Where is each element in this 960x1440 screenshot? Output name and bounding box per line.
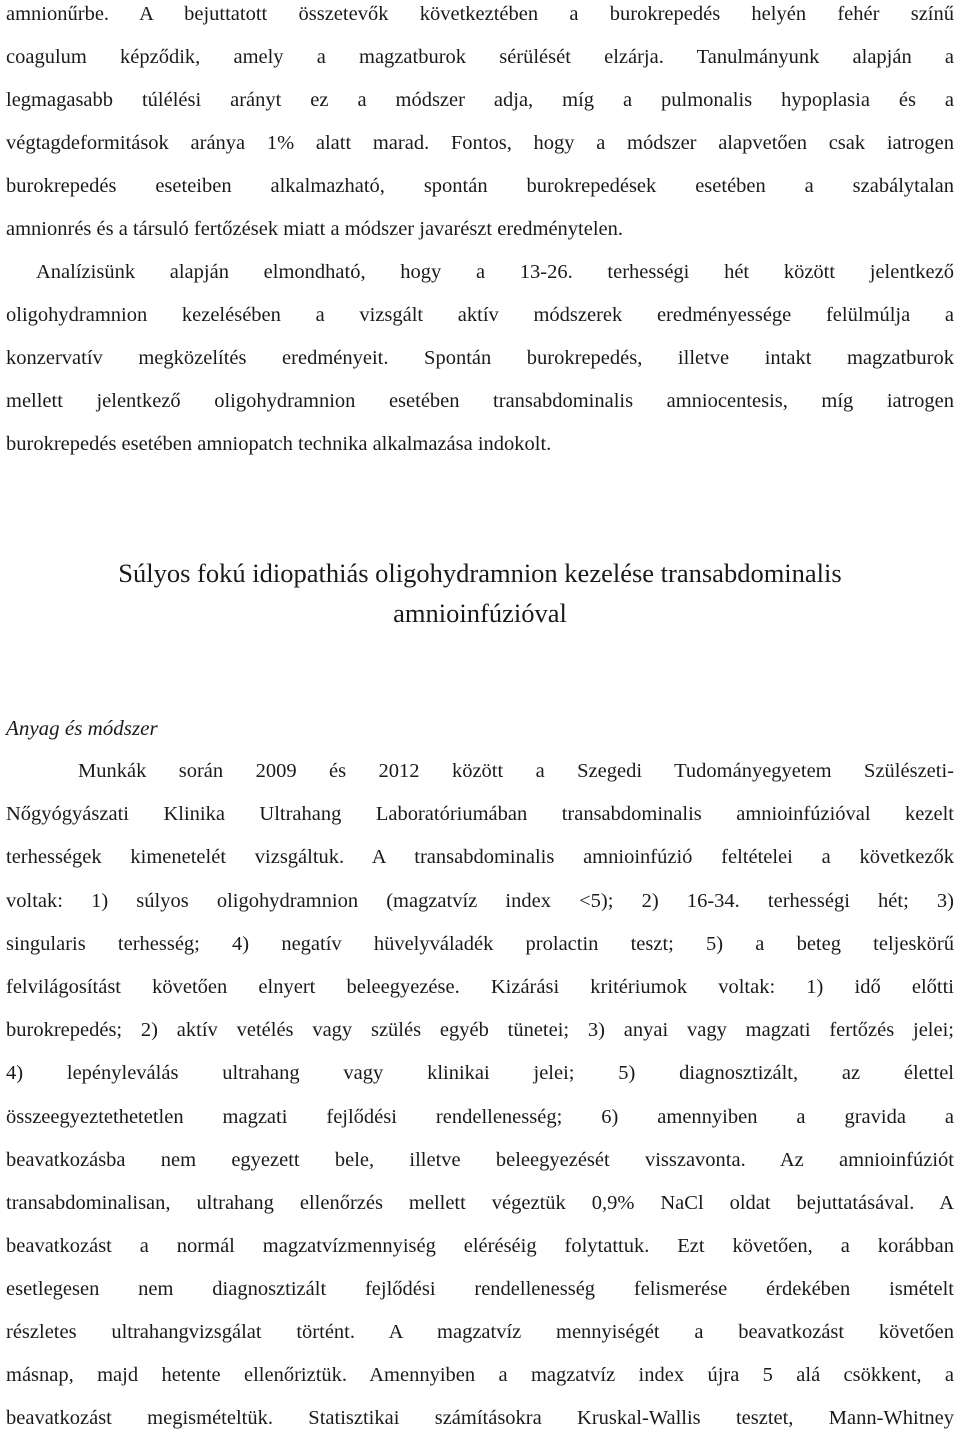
- section-title: amnioinfúzióval: [393, 598, 567, 628]
- paragraph-line: 4) lepényleválás ultrahang vagy klinikai jelei; 5) diagnosztizált, az élettel: [6, 1062, 954, 1084]
- paragraph-line: beavatkozást a normál magzatvízmennyiség eléréséig folytattuk. Ezt követően, a korábban: [6, 1235, 954, 1257]
- paragraph-line: burokrepedés esetében amniopatch technika alkalmazása indokolt.: [6, 433, 552, 455]
- paragraph-line: részletes ultrahangvizsgálat történt. A magzatvíz mennyiségét a beavatkozást követően: [6, 1321, 954, 1343]
- section-title: Súlyos fokú idiopathiás oligohydramnion kezelése transabdominalis: [118, 558, 842, 588]
- paragraph-line: transabdominalisan, ultrahang ellenőrzés mellett végeztük 0,9% NaCl oldat bejuttatásával. A: [6, 1192, 954, 1214]
- paragraph-line: mellett jelentkező oligohydramnion esetében transabdominalis amniocentesis, míg iatrogen: [6, 390, 954, 412]
- paragraph-line: burokrepedés; 2) aktív vetélés vagy szülés egyéb tünetei; 3) anyai vagy magzati fertőzés jelei;: [6, 1019, 954, 1041]
- paragraph-line: coagulum képződik, amely a magzatburok sérülését elzárja. Tanulmányunk alapján a: [6, 46, 954, 68]
- paragraph-line: terhességek kimenetelét vizsgáltuk. A transabdominalis amnioinfúzió feltételei a következők: [6, 846, 954, 868]
- paragraph-line: másnap, majd hetente ellenőriztük. Amennyiben a magzatvíz index újra 5 alá csökkent, a: [6, 1364, 954, 1386]
- paragraph-line: amnionrés és a társuló fertőzések miatt a módszer javarészt eredménytelen.: [6, 218, 624, 240]
- paragraph-line: beavatkozásba nem egyezett bele, illetve beleegyezését visszavonta. Az amnioinfúziót: [6, 1149, 954, 1171]
- paragraph-line: felvilágosítást követően elnyert beleegyezése. Kizárási kritériumok voltak: 1) idő előtti: [6, 976, 954, 998]
- paragraph-line: végtagdeformitások aránya 1% alatt marad. Fontos, hogy a módszer alapvetően csak iatrogen: [6, 132, 954, 154]
- subheading: Anyag és módszer: [6, 716, 158, 740]
- paragraph-line: Nőgyógyászati Klinika Ultrahang Laboratóriumában transabdominalis amnioinfúzióval kezelt: [6, 803, 954, 825]
- paragraph-line: Munkák során 2009 és 2012 között a Szegedi Tudományegyetem Szülészeti-: [78, 760, 954, 782]
- paragraph-line: burokrepedés eseteiben alkalmazható, spontán burokrepedések esetében a szabálytalan: [6, 175, 954, 197]
- paragraph-line: Analízisünk alapján elmondható, hogy a 13-26. terhességi hét között jelentkező: [36, 261, 954, 283]
- paragraph-line: amnionűrbe. A bejuttatott összetevők következtében a burokrepedés helyén fehér színű: [6, 3, 954, 25]
- paragraph-line: összeegyeztethetetlen magzati fejlődési rendellenesség; 6) amennyiben a gravida a: [6, 1106, 954, 1128]
- paragraph-line: voltak: 1) súlyos oligohydramnion (magzatvíz index <5); 2) 16-34. terhességi hét; 3): [6, 890, 954, 912]
- paragraph-line: beavatkozást megismételtük. Statisztikai számításokra Kruskal-Wallis tesztet, Mann-Whitney: [6, 1407, 954, 1429]
- paragraph-line: oligohydramnion kezelésében a vizsgált aktív módszerek eredményessége felülmúlja a: [6, 304, 954, 326]
- paragraph-line: konzervatív megközelítés eredményeit. Spontán burokrepedés, illetve intakt magzatburok: [6, 347, 954, 369]
- paragraph-line: singularis terhesség; 4) negatív hüvelyváladék prolactin teszt; 5) a beteg teljeskörű: [6, 933, 954, 955]
- paragraph-line: esetlegesen nem diagnosztizált fejlődési rendellenesség felismerése érdekében ismételt: [6, 1278, 954, 1300]
- paragraph-line: legmagasabb túlélési arányt ez a módszer adja, míg a pulmonalis hypoplasia és a: [6, 89, 954, 111]
